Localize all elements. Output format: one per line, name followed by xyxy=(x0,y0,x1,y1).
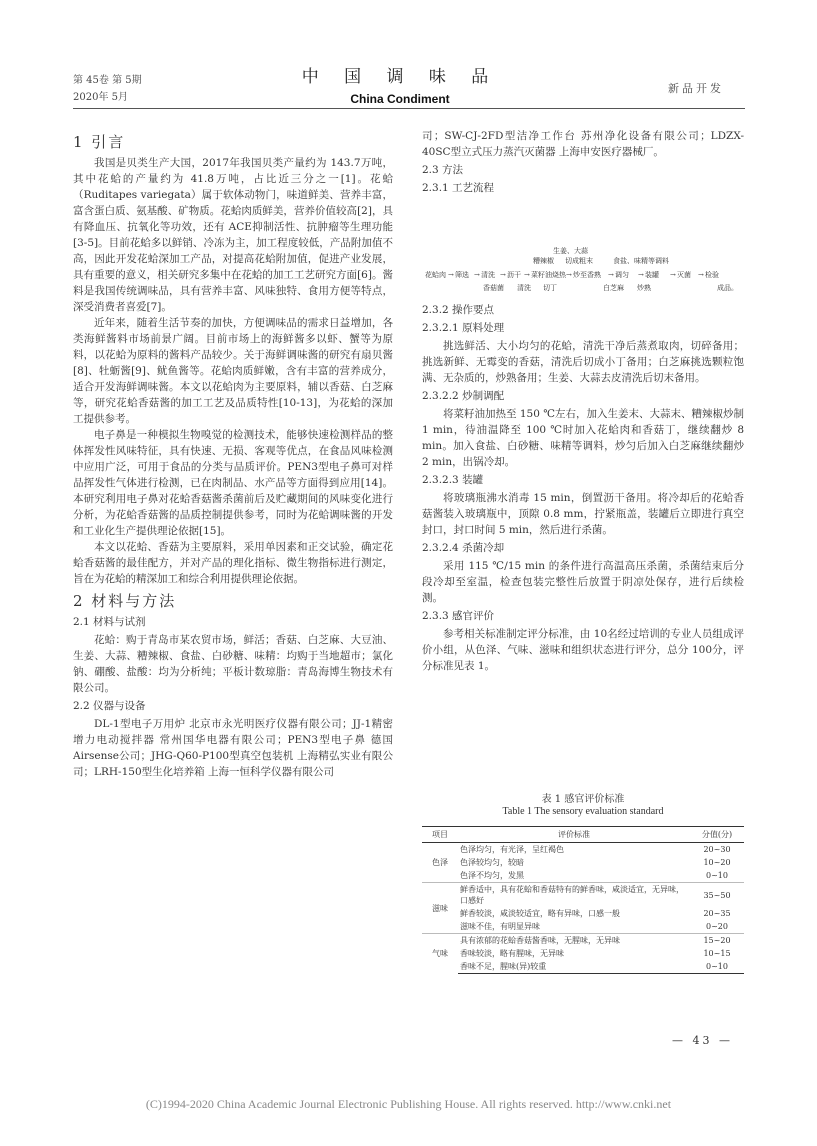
paragraph: 近年来，随着生活节奏的加快，方便调味品的需求日益增加，各类海鲜酱料市场前景广阔。目前市场上的海鲜酱多以虾、蟹等为原料，以花蛤为原料的酱料产品较少。关于海鲜调味酱的研究有扇贝酱[8]、牡蛎酱[9]、鱿鱼酱等。花蛤肉质鲜嫩，含有丰富的营养成分，适合开发海鲜调味酱。本文以花蛤肉为主要原料，辅以香菇、白芝麻等，研究花蛤香菇酱的加工工艺及品质特性[10-13]，为花蛤的深加工提供参考。 xyxy=(73,317,393,425)
section-name: 新品开发 xyxy=(668,82,724,95)
flow-arrow: → xyxy=(608,271,614,279)
table-score: 10~15 xyxy=(703,949,731,958)
flow-arrow: → xyxy=(670,271,676,279)
table-row xyxy=(422,869,744,883)
table-score: 20~30 xyxy=(703,845,731,854)
table-score: 15~20 xyxy=(690,934,744,948)
subsection-heading: 2.3.2.2 炒制调配 xyxy=(422,390,505,402)
paragraph: 花蛤：购于青岛市某农贸市场，鲜活；香菇、白芝麻、大豆油、生姜、大蒜、糟辣椒、食盐、白砂糖、味精：均购于当地超市；氯化钠、硼酸、盐酸：均为分析纯；平板计数琼脂：青岛海博生物技术有限公司。 xyxy=(73,634,393,694)
issue-info xyxy=(73,72,142,106)
subsection-heading: 2.3.2.4 杀菌冷却 xyxy=(422,542,505,554)
table-score: 0~10 xyxy=(706,871,728,880)
subsection-heading: 2.3.1 工艺流程 xyxy=(422,182,495,194)
table-score: 20~35 xyxy=(703,909,731,918)
table-criteria: 具有浓郁的花蛤香菇酱香味，无腥味，无异味 xyxy=(458,934,690,948)
table-row xyxy=(422,856,744,869)
table-row xyxy=(422,947,744,960)
flow-bottom-left3: 切丁 xyxy=(543,284,557,292)
paragraph: 将菜籽油加热至 150 ℃左右，加入生姜末、大蒜末、糟辣椒炒制 1 min，待油温降至 100 ℃时加入花蛤肉和香菇丁，继续翻炒 8 min。加入食盐、白砂糖、味精等调料，炒匀后加入白芝麻继续翻炒 2 min，出锅冷却。 xyxy=(422,408,744,468)
flow-bottom-left2: 清洗 xyxy=(517,284,531,292)
paragraph: 参考相关标准制定评分标准，由 10名经过培训的专业人员组成评价小组，从色泽、气味、滋味和组织状态进行评分，总分 100分，评分标准见表 1。 xyxy=(422,628,744,672)
sensory-table xyxy=(422,826,744,974)
flow-step: 灭菌 xyxy=(677,271,691,279)
right-column-bottom xyxy=(422,300,744,674)
flow-arrow: → xyxy=(500,271,506,279)
table-criteria: 香味不足，腥味(异)较重 xyxy=(458,960,690,974)
paragraph: 我国是贝类生产大国，2017年我国贝类产量约为 143.7万吨，其中花蛤的产量约为 41.8万吨，占比近三分之一[1]。花蛤（Ruditapes variegata）属于软体动物门，味道鲜美、营养丰富，富含蛋白质、氨基酸、矿物质。花蛤肉质鲜美，营养价值较高[2]，具有降血压、抗氧化等功效，还有 ACE抑制活性、抗肿瘤等生理功能[3-5]。目前花蛤多以鲜销、冷冻为主，加工程度较低，产品附加值不高，因此开发花蛤深加工产品，对提高花蛤附加值，促进产业发展，具有重要的意义，相关研究多集中在花蛤的加工工艺研究方面[6]。酱料是我国传统调味品，具有营养丰富、风味独特、食用方便等特点，深受消费者喜爱[7]。 xyxy=(73,157,393,313)
table-row xyxy=(422,920,744,934)
table-score: 35~50 xyxy=(690,883,744,908)
flow-step: 装罐 xyxy=(645,271,659,279)
table-row xyxy=(422,934,744,948)
table-criteria: 滋味不佳，有明显异味 xyxy=(460,922,540,931)
flow-arrow: → xyxy=(524,271,530,279)
flow-mid-left2: 切成粗末 xyxy=(565,257,593,265)
table-item: 气味 xyxy=(422,934,458,974)
subsection-heading: 2.3.2.1 原料处理 xyxy=(422,322,505,334)
section-heading: 1 引言 xyxy=(73,133,126,151)
flow-arrow: → xyxy=(698,271,704,279)
subsection-heading: 2.3.2.3 装罐 xyxy=(422,474,484,486)
table-score: 0~20 xyxy=(706,922,728,931)
volume-issue: 第 45卷 第 5期 xyxy=(73,75,142,86)
paragraph: 将玻璃瓶沸水消毒 15 min，倒置沥干备用。将冷却后的花蛤香菇酱装入玻璃瓶中，顶隙 0.8 mm，拧紧瓶盖，装罐后立即进行真空封口，封口时间 5 min，然后进行杀菌。 xyxy=(422,492,744,536)
flow-top: 生姜、大蒜 xyxy=(553,247,588,255)
flow-bottom-right2: 炒熟 xyxy=(637,284,651,292)
paragraph: 电子鼻是一种模拟生物嗅觉的检测技术，能够快速检测样品的整体挥发性风味特征，具有快速、无损、客观等优点，在食品风味检测中应用广泛，可用于食品的分类与品质评价。PEN3型电子鼻可对样品挥发性气体进行检测，已在肉制品、水产品等方面得到应用[14]。本研究利用电子鼻对花蛤香菇酱杀菌前后及贮藏期间的风味变化进行分析，为花蛤香菇酱的品质控制提供参考，同时为花蛤调味酱的开发和工业化生产提供理论依据[15]。 xyxy=(73,429,393,537)
flow-mid-left: 糟辣椒 xyxy=(533,257,554,265)
table-criteria: 色泽均匀，有光泽，呈红褐色 xyxy=(460,845,564,854)
paragraph: 司；SW-CJ-2FD型洁净工作台 苏州净化设备有限公司；LDZX-40SC型立式压力蒸汽灭菌器 上海申安医疗器械厂。 xyxy=(422,130,744,158)
table-row xyxy=(422,883,744,908)
flow-step: 炒至香熟 xyxy=(573,271,601,279)
flow-bottom-right: 白芝麻 xyxy=(603,284,624,292)
flow-step: 调匀 xyxy=(615,271,629,279)
paragraph: DL-1型电子万用炉 北京市永光明医疗仪器有限公司；JJ-1精密增力电动搅拌器 常州国华电器有限公司；PEN3型电子鼻 德国 Airsense公司；JHG-Q60-P100型真空包装机 上海精弘实业有限公司；LRH-150型生化培养箱 上海一恒科学仪器有限公司 xyxy=(73,718,393,778)
journal-title xyxy=(300,62,500,106)
table-row xyxy=(422,907,744,920)
flow-arrow: → xyxy=(566,271,572,279)
process-flowchart xyxy=(425,245,745,293)
right-column-top xyxy=(422,128,744,198)
flow-step: 检验 xyxy=(705,271,719,279)
flow-arrow: → xyxy=(474,271,480,279)
flow-step: 菜籽油烧热 xyxy=(531,271,566,279)
table-row xyxy=(422,960,744,974)
header-rule xyxy=(73,108,745,109)
table-score: 10~20 xyxy=(703,858,731,867)
subsection-heading: 2.2 仪器与设备 xyxy=(73,700,146,712)
journal-title-cn: 中 国 调 味 品 xyxy=(301,67,499,87)
table-header-score: 分值(分) xyxy=(690,827,744,843)
subsection-heading: 2.3.2 操作要点 xyxy=(422,304,495,316)
flow-step: 沥干 xyxy=(507,271,521,279)
table-criteria: 鲜香适中，具有花蛤和香菇特有的鲜香味，咸淡适宜，无异味，口感好 xyxy=(458,883,690,908)
issue-date: 2020年 5月 xyxy=(73,92,128,103)
left-column xyxy=(73,128,393,780)
table-caption-en: Table 1 The sensory evaluation standard xyxy=(502,806,664,817)
copyright-footer: (C)1994-2020 China Academic Journal Electronic Publishing House. All rights reserved. http://www.cnki.net xyxy=(145,1097,672,1111)
journal-title-en: China Condiment xyxy=(350,92,450,106)
subsection-heading: 2.3.3 感官评价 xyxy=(422,610,495,622)
flow-step: 花蛤肉 xyxy=(425,271,446,279)
paragraph: 本文以花蛤、香菇为主要原料，采用单因素和正交试验，确定花蛤香菇酱的最佳配方，并对产品的理化指标、微生物指标进行测定，旨在为花蛤的精深加工和综合利用提供理论依据。 xyxy=(73,541,393,585)
flow-bottom-left: 香菇菌 xyxy=(483,284,504,292)
section-heading: 2 材料与方法 xyxy=(73,592,177,610)
table-caption-cn: 表 1 感官评价标准 xyxy=(541,794,625,805)
table-header-item: 项目 xyxy=(422,827,458,843)
flow-step: 筛选 xyxy=(455,271,469,279)
flow-arrow: → xyxy=(638,271,644,279)
paragraph: 挑选鲜活、大小均匀的花蛤，清洗干净后蒸煮取肉，切碎备用；挑选新鲜、无霉变的香菇，清洗后切成小丁备用；白芝麻挑选颗粒饱满、无杂质的，炒熟备用；生姜、大蒜去皮清洗后切末备用。 xyxy=(422,340,744,384)
table-criteria: 色泽不均匀，发黑 xyxy=(460,871,524,880)
flow-arrow: → xyxy=(448,271,454,279)
table-item: 色泽 xyxy=(432,858,448,867)
flow-end: 成品。 xyxy=(717,284,738,292)
flow-step: 清洗 xyxy=(481,271,495,279)
subsection-heading: 2.3 方法 xyxy=(422,164,464,176)
paragraph: 采用 115 ℃/15 min 的条件进行高温高压杀菌，杀菌结束后分段冷却至室温，检查包装完整性后放置于阴凉处保存，进行后续检测。 xyxy=(422,560,744,604)
table-criteria: 色泽较均匀，较暗 xyxy=(460,858,524,867)
table-criteria: 香味较淡，略有腥味，无异味 xyxy=(460,949,564,958)
page-number: — 43 — xyxy=(672,1034,733,1047)
table-score: 0~10 xyxy=(690,960,744,974)
subsection-heading: 2.1 材料与试剂 xyxy=(73,616,146,628)
table-item: 滋味 xyxy=(422,883,458,934)
table-header-criteria: 评价标准 xyxy=(458,827,690,843)
flow-mid-right: 食盐、味精等调料 xyxy=(613,257,669,265)
table-row xyxy=(422,843,744,857)
table-criteria: 鲜香较淡，咸淡较适宜，略有异味，口感一般 xyxy=(460,909,620,918)
